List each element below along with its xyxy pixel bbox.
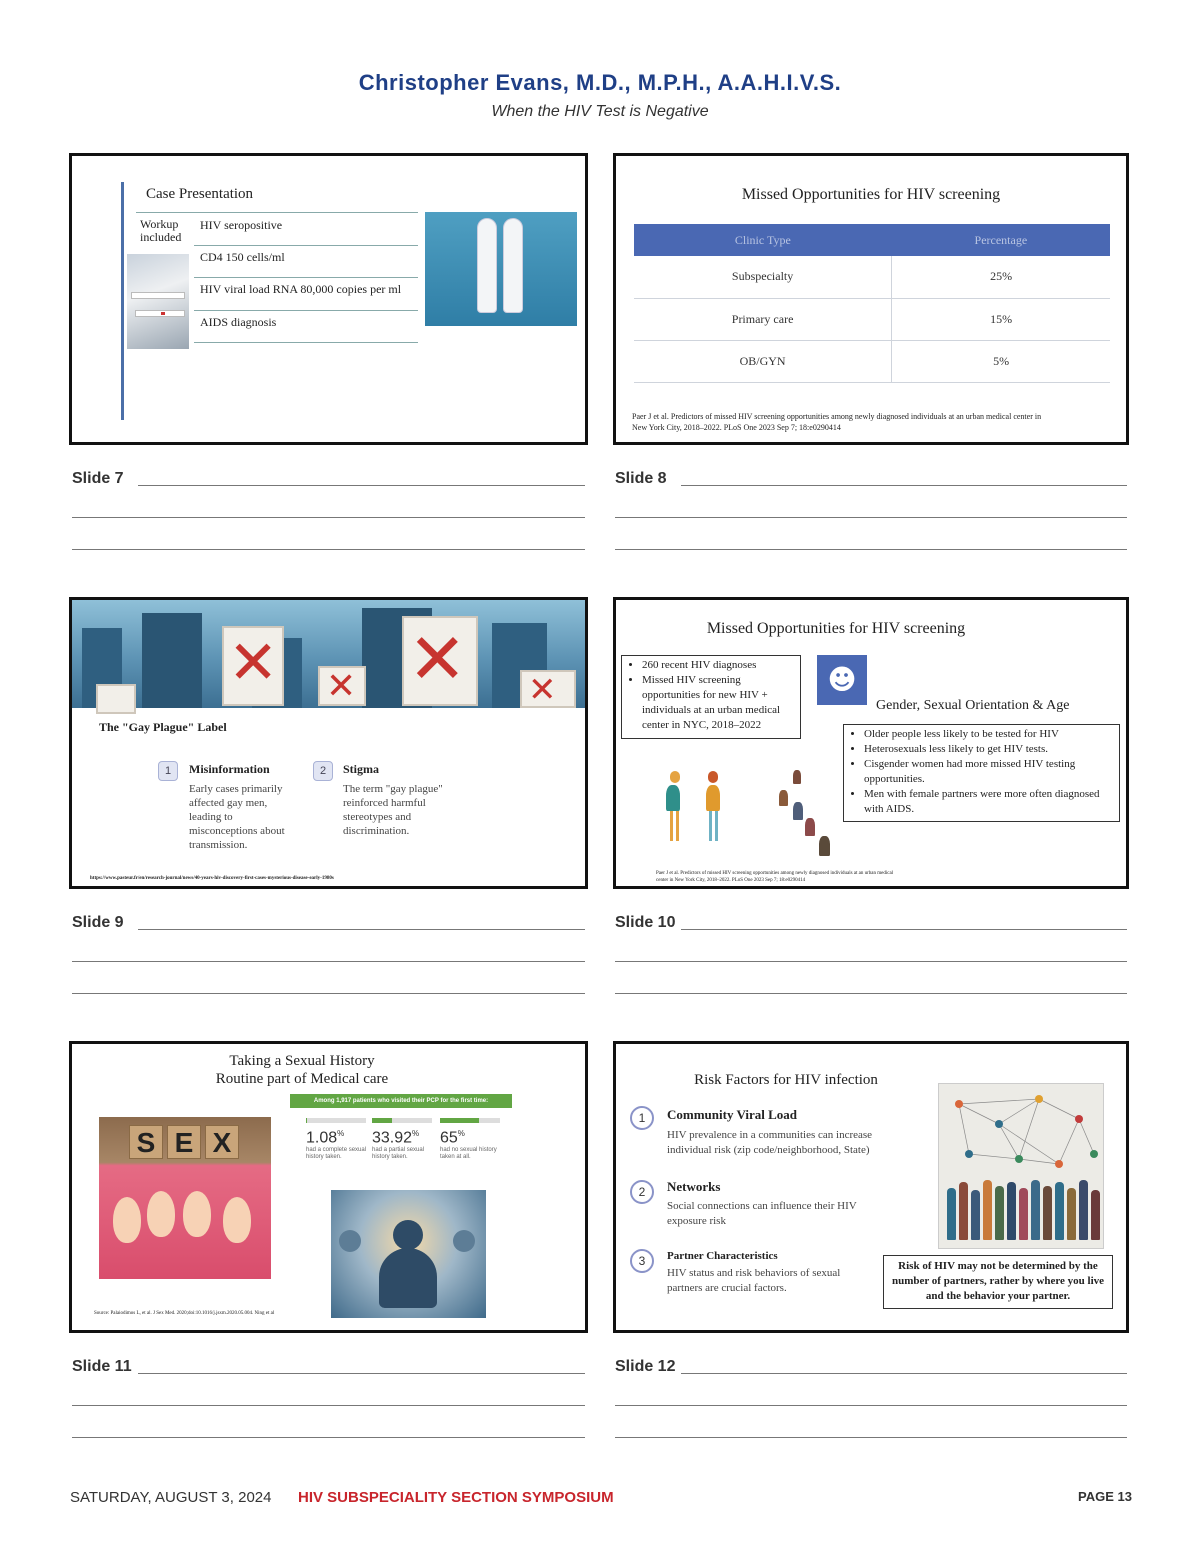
slide-9	[69, 597, 588, 889]
stat-bar	[306, 1118, 307, 1123]
slide-label: Slide 12	[615, 1358, 676, 1375]
table-row	[634, 256, 1110, 298]
stat-value: 65	[440, 1129, 458, 1147]
workup-item: HIV viral load RNA 80,000 copies per ml	[200, 282, 402, 296]
note-line	[72, 549, 585, 550]
point-title: Misinformation	[189, 762, 270, 776]
table-cell: Primary care	[634, 298, 892, 340]
stats-panel	[290, 1094, 512, 1184]
table-row	[634, 298, 1110, 340]
stat-desc: had a partial sexual history taken.	[372, 1147, 425, 1161]
table-header: Clinic Type	[634, 224, 892, 256]
slide-label: Slide 9	[72, 914, 124, 931]
findings-box	[843, 724, 1120, 822]
slide-label: Slide 11	[72, 1358, 132, 1375]
note-line	[615, 1437, 1127, 1438]
note-line	[138, 485, 585, 486]
point-body: HIV prevalence in a communities can increase individual risk (zip code/neighborhood, State)	[667, 1129, 873, 1156]
table-cell: OB/GYN	[634, 340, 892, 382]
header-name: Christopher Evans, M.D., M.P.H., A.A.H.I.V.S.	[358, 70, 842, 95]
slide-title: Case Presentation	[146, 186, 254, 202]
workup-item: HIV seropositive	[200, 218, 283, 232]
protest-illustration: ✕ ✕ ✕ ✕	[72, 600, 585, 708]
bullet-item: • Older people less likely to be tested for HIV	[864, 727, 1115, 742]
divider	[194, 342, 418, 343]
people-icon: ☻	[817, 655, 867, 705]
slide-label: Slide 10	[615, 914, 676, 931]
stat-item	[440, 1118, 504, 1161]
slide-title: Missed Opportunities for HIV screening	[706, 620, 966, 637]
citation: Paer J et al. Predictors of missed HIV screening opportunities among newly diagnosed individuals at an urban medical center in New York City, 2018–2022. PLoS One 2023 Sep 7; 18:e0290414	[656, 871, 894, 883]
slide-title	[72, 1052, 532, 1088]
callout-box: Risk of HIV may not be determined by the number of partners, rather by where you live and the behavior your partner.	[883, 1255, 1113, 1309]
slide-11	[69, 1041, 588, 1333]
bullet-item: • 260 recent HIV diagnoses	[642, 658, 796, 673]
citation: Source: Palaiodimos L, et al. J Sex Med. 2020;doi:10.1016/j.jsxm.2020.05.004. Ning et al	[94, 1311, 275, 1316]
number-badge: 1	[630, 1106, 654, 1130]
divider	[136, 212, 418, 213]
number-badge: 2	[630, 1180, 654, 1204]
number-badge: 1	[158, 761, 178, 781]
workup-item: AIDS diagnosis	[200, 315, 277, 329]
note-line	[615, 549, 1127, 550]
slide-label: Slide 8	[615, 470, 667, 487]
citation: Paer J et al. Predictors of missed HIV screening opportunities among newly diagnosed individuals at an urban medical center in New York City, 2018–2022. PLoS One 2023 Sep 7; 18:e0290414	[632, 412, 1042, 432]
stat-bar	[372, 1118, 392, 1123]
doctor-consultation-image	[331, 1190, 486, 1318]
stat-unit: %	[412, 1129, 420, 1138]
point-body: The term "gay plague" reinforced harmful stereotypes and discrimination.	[343, 783, 443, 837]
point-title: Stigma	[343, 762, 379, 776]
stats-header: Among 1,917 patients who visited their PCP for the first time:	[290, 1094, 512, 1108]
note-line	[615, 517, 1127, 518]
workup-label: Workup included	[140, 217, 182, 244]
bed-photo	[99, 1117, 271, 1279]
number-badge: 2	[313, 761, 333, 781]
stat-value: 33.92	[372, 1129, 413, 1147]
divider	[194, 310, 418, 311]
number-badge: 3	[630, 1249, 654, 1273]
point-body: Social connections can influence their HIV exposure risk	[667, 1200, 857, 1227]
table-header: Percentage	[892, 224, 1110, 256]
slide-7	[69, 153, 588, 445]
letter-cube: E	[167, 1125, 201, 1159]
clinic-table	[634, 224, 1110, 383]
stat-desc: had a complete sexual history taken.	[306, 1147, 367, 1161]
bullet-item: • Men with female partners were more often diagnosed with AIDS.	[864, 787, 1115, 817]
note-line	[72, 1437, 585, 1438]
stat-desc: had no sexual history taken at all.	[440, 1147, 497, 1161]
footer-event: HIV SUBSPECIALITY SECTION SYMPOSIUM	[298, 1489, 614, 1506]
title-line: Taking a Sexual History	[229, 1053, 375, 1069]
people-illustration	[656, 765, 746, 845]
note-line	[681, 1373, 1127, 1374]
note-line	[615, 993, 1127, 994]
note-line	[615, 1405, 1127, 1406]
note-line	[615, 961, 1127, 962]
table-cell: 25%	[892, 256, 1110, 298]
slide-label: Slide 7	[72, 470, 124, 487]
crowd-illustration	[771, 760, 841, 860]
workup-item: CD4 150 cells/ml	[200, 250, 285, 264]
stat-value: 1.08	[306, 1129, 338, 1147]
diagnoses-box	[621, 655, 801, 739]
divider	[194, 277, 418, 278]
title-line: Routine part of Medical care	[215, 1071, 389, 1087]
stat-unit: %	[337, 1129, 345, 1138]
footer-date: SATURDAY, AUGUST 3, 2024	[70, 1489, 272, 1506]
stat-bar	[440, 1118, 479, 1123]
note-line	[72, 517, 585, 518]
slide-title: Risk Factors for HIV infection	[694, 1072, 878, 1088]
slide-10	[613, 597, 1129, 889]
test-kit-photo	[127, 254, 189, 349]
slide-12	[613, 1041, 1129, 1333]
header-subtitle: When the HIV Test is Negative	[491, 103, 709, 120]
stat-unit: %	[457, 1129, 465, 1138]
table-cell: 15%	[892, 298, 1110, 340]
source-url: https://www.pasteur.fr/en/research-journal/news/40-years-hiv-discovery-first-cases-mysterious-disease-early-1980s	[90, 876, 334, 881]
test-tubes-photo	[425, 212, 577, 326]
note-line	[72, 1405, 585, 1406]
note-line	[681, 485, 1127, 486]
table-row	[634, 340, 1110, 382]
letter-cube: S	[129, 1125, 163, 1159]
bullet-item: • Cisgender women had more missed HIV testing opportunities.	[864, 757, 1115, 787]
accent-bar	[121, 182, 124, 420]
stat-item	[372, 1118, 436, 1161]
page-number: PAGE 13	[1078, 1489, 1132, 1504]
note-line	[138, 929, 585, 930]
stat-item	[306, 1118, 370, 1161]
point-body: HIV status and risk behaviors of sexual partners are crucial factors.	[667, 1267, 841, 1294]
network-illustration	[938, 1083, 1104, 1249]
bullet-item: • Missed HIV screening opportunities for new HIV + individuals at an urban medical center in NYC, 2018–2022	[642, 673, 796, 733]
letter-cube: X	[205, 1125, 239, 1159]
point-title: Partner Characteristics	[667, 1250, 778, 1262]
group-title: Gender, Sexual Orientation & Age	[876, 698, 1070, 713]
slide-heading: The "Gay Plague" Label	[99, 720, 227, 734]
point-title: Community Viral Load	[667, 1107, 798, 1122]
note-line	[72, 961, 585, 962]
slide-title: Missed Opportunities for HIV screening	[741, 186, 1001, 203]
note-line	[681, 929, 1127, 930]
point-body: Early cases primarily affected gay men, leading to misconceptions about transmission.	[189, 783, 285, 851]
point-title: Networks	[667, 1179, 721, 1194]
note-line	[72, 993, 585, 994]
note-line	[138, 1373, 585, 1374]
slide-8	[613, 153, 1129, 445]
divider	[194, 245, 418, 246]
table-cell: 5%	[892, 340, 1110, 382]
bullet-item: • Heterosexuals less likely to get HIV tests.	[864, 742, 1115, 757]
table-cell: Subspecialty	[634, 256, 892, 298]
